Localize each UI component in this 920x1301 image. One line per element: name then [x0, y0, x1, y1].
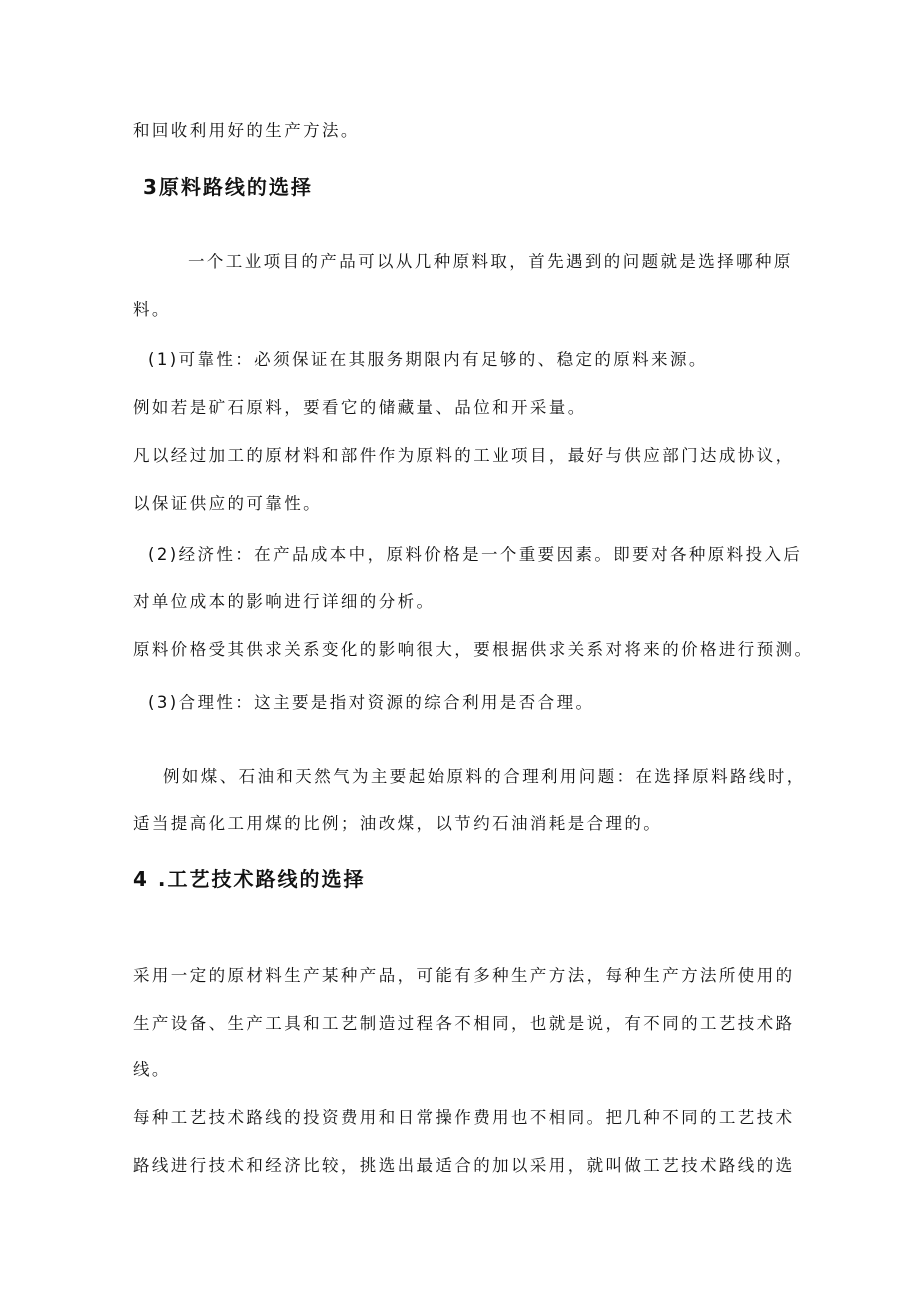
text-line: 线。 — [133, 1060, 171, 1079]
section-heading-3: 3原料路线的选择 — [143, 175, 313, 199]
text-line: 以保证供应的可靠性。 — [133, 494, 322, 513]
section-heading-4: 4 .工艺技术路线的选择 — [133, 867, 366, 891]
text-line: 适当提高化工用煤的比例；油改煤，以节约石油消耗是合理的。 — [133, 814, 663, 833]
text-line: 一个工业项目的产品可以从几种原料取，首先遇到的问题就是选择哪种原 — [188, 252, 793, 271]
text-line: 对单位成本的影响进行详细的分析。 — [133, 592, 436, 611]
text-line: 生产设备、生产工具和工艺制造过程各不相同，也就是说，有不同的工艺技术路 — [133, 1014, 795, 1033]
text-line: (2)经济性：在产品成本中，原料价格是一个重要因素。即要对各种原料投入后 — [148, 545, 803, 564]
text-line: 采用一定的原材料生产某种产品，可能有多种生产方法，每种生产方法所使用的 — [133, 966, 795, 985]
text-line: 原料价格受其供求关系变化的影响很大，要根据供求关系对将来的价格进行预测。 — [133, 640, 814, 659]
text-line: 凡以经过加工的原材料和部件作为原料的工业项目，最好与供应部门达成协议， — [133, 446, 795, 465]
text-line: 和回收利用好的生产方法。 — [133, 121, 360, 140]
text-line: 例如煤、石油和天然气为主要起始原料的合理利用问题：在选择原料路线时， — [163, 767, 806, 786]
text-line: 料。 — [133, 300, 171, 319]
text-line: (3)合理性：这主要是指对资源的综合利用是否合理。 — [148, 693, 595, 712]
text-line: (1)可靠性：必须保证在其服务期限内有足够的、稳定的原料来源。 — [148, 350, 708, 369]
text-line: 路线进行技术和经济比较，挑选出最适合的加以采用，就叫做工艺技术路线的选 — [133, 1156, 795, 1175]
text-line: 例如若是矿石原料，要看它的储藏量、品位和开采量。 — [133, 398, 587, 417]
text-line: 每种工艺技术路线的投资费用和日常操作费用也不相同。把几种不同的工艺技术 — [133, 1108, 795, 1127]
